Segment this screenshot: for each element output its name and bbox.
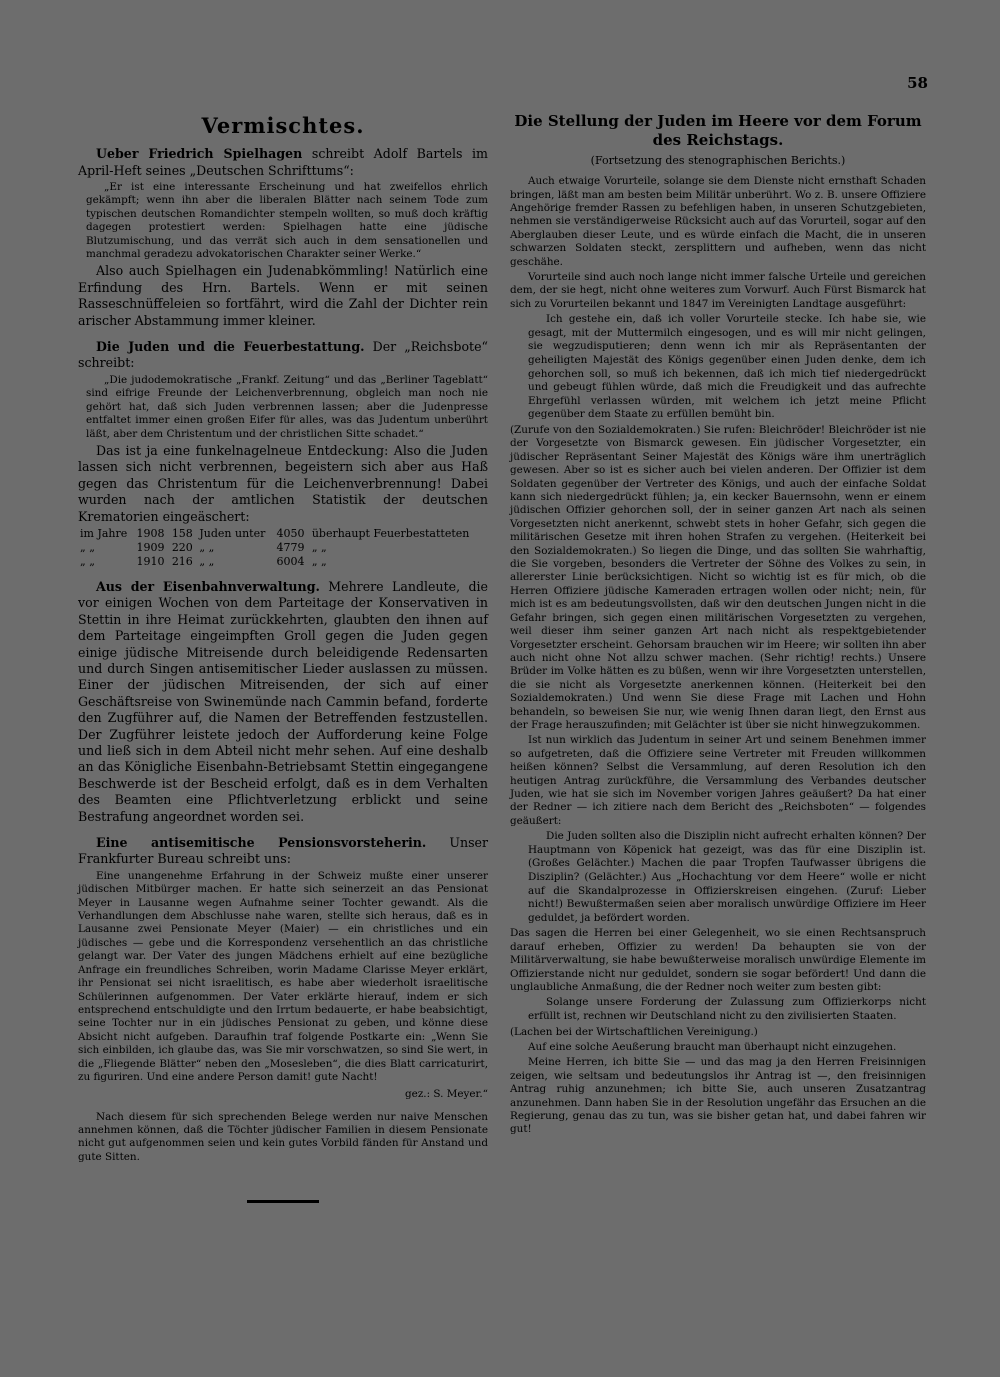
stats-cell-total: 4779 bbox=[276, 540, 305, 554]
spielhagen-comment: Also auch Spielhagen ein Judenabkömmling! Natürlich eine Erfindung des Hrn. Bartels. Wenn er mit seinen Rasseschnüffeleien so fortfährt, wird die Zahl der Dichter rein arischer Abstammung immer kleiner. bbox=[78, 263, 488, 328]
stats-row bbox=[78, 541, 488, 555]
pension-intro-rest: Unser Frankfurter Bureau schreibt uns: bbox=[78, 835, 489, 867]
article-subtitle: (Fortsetzung des stenographischen Berichts.) bbox=[590, 154, 846, 167]
paragraph: Auch etwaige Vorurteile, solange sie dem Dienste nicht ernsthaft Schaden bringen, läßt man am besten beim Militär unberührt. Wo z. B. unsere Offiziere Angehörige fremder Rassen zu befehligen haben, in unseren Schutzgebieten, nehmen sie verständigerweise Rücksicht auch auf das Vorurteil, sogar auf den Aberglauben dieser Leute, und es würde einfach die Macht, die in unseren schwarzen Soldaten steckt, zersplittern und aufheben, wenn das nicht geschähe. bbox=[510, 175, 926, 268]
stats-cell-mid: „ „ bbox=[199, 540, 215, 554]
bismarck-quote: Ich gestehe ein, daß ich voller Vorurteile stecke. Ich habe sie, wie gesagt, mit der Muttermilch eingesogen, und es will mir nicht gelingen, sie wegzudisputieren; denn wenn ich mir als Repräsentanten der geheiligten Majestät des Königs gegenüber einen Juden denke, dem ich gehorchen soll, so muß ich bekennen, daß ich mich tief niedergedrückt und gebeugt fühlen würde, daß mich die Freudigkeit und das aufrechte Ehrgefühl verlassen würden, mit welchem ich jetzt meine Pflicht gegenüber dem Staate zu erfüllen bemüht bin. bbox=[528, 313, 926, 421]
feuer-intro bbox=[78, 339, 488, 372]
paragraph: Ist nun wirklich das Judentum in seiner Art und seinem Benehmen immer so aufgetreten, daß die Offiziere seine Vertreter mit Freuden willkommen heißen können? Selbst die Versammlung, auf deren Resolution ich den heutigen Antrag zurückführe, die Versammlung des Verbandes deutscher Juden, wie hat sie sich im November vorigen Jahres geäußert? Da hat einer der Redner — ich zitiere nach dem Bericht des „Reichsboten“ — folgendes geäußert: bbox=[510, 734, 926, 827]
stats-cell-year: 1908 bbox=[136, 526, 165, 540]
stats-cell-post: „ „ bbox=[311, 540, 327, 554]
stats-cell-n: 220 bbox=[171, 540, 193, 554]
eisenbahn-head: Aus der Eisenbahnverwaltung. bbox=[96, 578, 320, 594]
article-title: Die Stellung der Juden im Heere vor dem Forum des Reichstags. bbox=[514, 112, 922, 149]
pension-intro bbox=[78, 835, 488, 868]
feuer-quote: „Die judodemokratische „Frankf. Zeitung“ und das „Berliner Tageblatt“ sind eifrige Freunde der Leichenverbrennung, obgleich man noch nie gehört hat, daß sich Juden verbrennen lassen; aber die Judenpresse entfaltet immer einen großen Eifer für alles, was das Judentum unberührt läßt, aber dem Christentum und der christlichen Sitte schadet.“ bbox=[86, 373, 488, 440]
pension-quote: Eine unangenehme Erfahrung in der Schweiz mußte einer unserer jüdischen Mitbürger machen. Er hatte sich seinerzeit an das Pensionat Meyer in Lausanne wegen Aufnahme seiner Tochter gewandt. Als die Verhandlungen dem Abschlusse nahe waren, stellte sich heraus, daß es in Lausanne zwei Pensionate Meyer (Maier) — ein christliches und ein jüdisches — gebe und die Korrespondenz versehentlich an das christliche gelangt war. Der Vater des jungen Mädchens erhielt auf eine bezügliche Anfrage ein freundliches Schreiben, worin Madame Clarisse Meyer erklärt, ihr Pensionat sei nicht israelitisch, es habe aber wiederholt israelitische Schülerinnen aufgenommen. Der Vater erklärte hierauf, indem er sich entsprechend entschuldigte und den Irrtum bedauerte, er habe beabsichtigt, seine Tochter nur in ein jüdisches Pensionat zu geben, und könne diese Absicht nicht aufgeben. Daraufhin traf folgende Postkarte ein: „Wenn Sie sich einbilden, ich glaube das, was Sie mir vorschwatzen, so sind Sie wert, in die „Fliegende Blätter“ neben den „Mosesleben“, die dies Blatt carricaturirt, zu figuriren. Und eine andere Person damit! gute Nacht! bbox=[78, 869, 488, 1083]
stats-cell-mid: Juden unter bbox=[199, 526, 266, 540]
eisenbahn-article bbox=[78, 579, 488, 825]
redner-quote: Die Juden sollten also die Disziplin nicht aufrecht erhalten können? Der Hauptmann von Köpenick hat gezeigt, was das für eine Disziplin ist. (Großes Gelächter.) Machen die paar Tropfen Taufwasser übrigens die Disziplin? (Gelächter.) Aus „Hochachtung vor dem Heere“ wolle er nicht auf die Skandalprozesse in Offizierskreisen eingehen. (Zuruf: Lieber nicht!) Bewußtermaßen seien aber moralisch unwürdige Offiziere im Heer geduldet, ja befördert worden. bbox=[528, 830, 926, 924]
spielhagen-quote: „Er ist eine interessante Erscheinung und hat zweifellos ehrlich gekämpft; wenn ihn aber die liberalen Blätter nach seinem Tode zum typischen deutschen Romandichter stempeln wollten, so muß doch kräftig dagegen protestiert werden: Spielhagen hatte eine jüdische Blutzumischung, und das verrät sich auch in dem sensationellen und manchmal geradezu advokatorischen Charakter seiner Werke.“ bbox=[86, 181, 488, 261]
paragraph: (Zurufe von den Sozialdemokraten.) Sie rufen: Bleichröder! Bleichröder ist nie der Vorgesetzte von Bismarck gewesen. Ein jüdischer Vorgesetzter, ein jüdischer Repräsentant Seiner Majestät des Königs wäre ihm unerträglich gewesen. Aber so ist es sicher auch bei vielen anderen. Der Offizier ist dem Soldaten gegenüber der Vertreter des Königs, und auch der einfache Soldat kann sich niedergedrückt fühlen; ja, ein kecker Bauernsohn, wenn er einem jüdischen Offizier gehorchen soll, der in seiner ganzen Art nach als seinen Vorgesetzten nicht anerkennt, schwebt stets in hoher Gefahr, sich gegen die militärischen Gesetze mit ihren hohen Strafen zu vergehen. (Heiterkeit bei den Sozialdemokraten.) So liegen die Dinge, und das sollten Sie wahrhaftig, die Sie vorgeben, besonders die Vertreter der Söhne des Volkes zu sein, in allererster Linie berücksichtigen. Nicht so wichtig ist es für mich, ob die Herren Offiziere jüdische Kameraden ertragen wollen oder nicht; nein, für mich ist es am bedeutungsvollsten, daß wir den deutschen Jungen nicht in die Gefahr bringen, sich gegen einen militärischen Vorgesetzten zu vergehen, weil dieser ihm seiner ganzen Art nach nicht als respektgebietender Vorgesetzter erscheint. Gehorsam brauchen wir im Heere; wir sollten ihn aber auch nicht ohne Not allzu schwer machen. (Sehr richtig! rechts.) Unsere Brüder im Volke hätten es zu büßen, wenn wir ihre Vorgesetzten unterstellen, die sie nicht als Vorgesetzte anerkennen können. (Heiterkeit bei den Sozialdemokraten.) Und wenn Sie diese Frage mit Lachen und Hohn behandeln, so beweisen Sie nur, wie wenig Ihnen daran liegt, den Ernst aus der Frage herauszufinden; mit Gelächter ist über sie nicht hinwegzukommen. bbox=[510, 424, 926, 731]
paragraph: Auf eine solche Aeußerung braucht man überhaupt nicht einzugehen. bbox=[528, 1040, 897, 1053]
feuer-intro-rest: Der „Reichsbote“ schreibt: bbox=[78, 339, 488, 371]
stats-cell-total: 4050 bbox=[276, 526, 305, 540]
stats-cell-pre: „ „ bbox=[80, 540, 95, 554]
stats-cell-post: „ „ bbox=[311, 554, 327, 568]
end-divider bbox=[247, 1200, 319, 1203]
pension-head: Eine antisemitische Pensionsvorsteherin. bbox=[96, 835, 427, 851]
pension-signature: gez.: S. Meyer.“ bbox=[405, 1088, 488, 1101]
stats-cell-total: 6004 bbox=[276, 554, 305, 568]
left-column bbox=[78, 112, 488, 1203]
stats-cell-n: 216 bbox=[171, 554, 193, 568]
paragraph: Vorurteile sind auch noch lange nicht immer falsche Urteile und gereichen dem, der sie hegt, nicht ohne weiteres zum Vorwurf. Auch Fürst Bismarck hat sich zu Vorurteilen bekannt und 1847 im Vereinigten Landtage ausgeführt: bbox=[510, 271, 926, 310]
stats-row bbox=[78, 527, 488, 541]
eisenbahn-text: Mehrere Landleute, die vor einigen Wochen von dem Parteitage der Konservativen in Stettin in ihre Heimat zurückkehrten, glaubten den ihnen auf dem Parteitage eingeimpften Groll gegen die Juden gegen einige jüdische Mitreisende durch beleidigende Redensarten und durch Singen antisemitischer Lieder auslassen zu müssen. Einer der jüdischen Mitreisenden, der sich auf einer Geschäftsreise von Swinemünde nach Cammin befand, forderte den Zugführer auf, die Namen der Betreffenden festzustellen. Der Zugführer leistete jedoch der Aufforderung keine Folge und ließ sich in dem Abteil nicht mehr sehen. Auf eine deshalb an das Königliche Eisenbahn-Betriebsamt Stettin eingegangene Beschwerde ist der Bescheid erfolgt, daß es in dem Verhalten des Beamten eine Pflichtverletzung erblickt und seine Bestrafung angeordnet worden sei. bbox=[78, 578, 488, 824]
stats-cell-pre: im Jahre bbox=[80, 526, 128, 540]
stats-cell-n: 158 bbox=[171, 526, 193, 540]
pension-comment: Nach diesem für sich sprechenden Belege werden nur naive Menschen annehmen können, daß die Töchter jüdischer Familien in diesem Pensionate nicht gut aufgenommen seien und kein gutes Vorbild fänden für Anstand und gute Sitten. bbox=[78, 1110, 488, 1163]
interjection: (Lachen bei der Wirtschaftlichen Vereinigung.) bbox=[510, 1025, 758, 1038]
section-title: Vermischtes. bbox=[201, 113, 365, 138]
stats-cell-pre: „ „ bbox=[80, 554, 95, 568]
cremation-stats-table bbox=[78, 527, 488, 569]
spielhagen-intro-rest: schreibt Adolf Bartels im April-Heft seines „Deutschen Schrifttums“: bbox=[78, 146, 488, 178]
page-number: 58 bbox=[907, 74, 928, 92]
stats-cell-mid: „ „ bbox=[199, 554, 215, 568]
stats-row bbox=[78, 555, 488, 569]
paragraph: Das sagen die Herren bei einer Gelegenheit, wo sie einen Rechtsanspruch darauf erheben, Offizier zu werden! Da behaupten sie von der Militärverwaltung, sie habe bewußterweise moralisch unwürdige Elemente im Offizierstande nicht nur geduldet, sondern sie sogar befördert! Und dann die unglaubliche Anmaßung, die der Redner noch weiter zum besten gibt: bbox=[510, 927, 926, 993]
spielhagen-head: Ueber Friedrich Spielhagen bbox=[96, 146, 303, 162]
stats-cell-post: überhaupt Feuerbestatteten bbox=[311, 526, 470, 540]
paragraph: Meine Herren, ich bitte Sie — und das mag ja den Herren Freisinnigen zeigen, wie seltsam und bedeutungslos ihr Antrag ist —, den freisinnigen Antrag ruhig anzunehmen; ich bitte Sie, auch unseren Zusatzantrag anzunehmen. Dann haben Sie in der Resolution ungefähr das Ersuchen an die Regierung, genau das zu tun, was sie bisher getan hat, und dabei fahren wir gut! bbox=[510, 1056, 926, 1136]
stats-cell-year: 1910 bbox=[136, 554, 165, 568]
right-column bbox=[510, 112, 926, 1139]
feuer-comment: Das ist ja eine funkelnagelneue Entdeckung: Also die Juden lassen sich nicht verbrennen, begeistern sich aber aus Haß gegen das Christentum für die Leichenverbrennung! Dabei wurden nach der amtlichen Statistik der deutschen Krematorien eingeäschert: bbox=[78, 442, 488, 524]
forderung-quote: Solange unsere Forderung der Zulassung zum Offizierkorps nicht erfüllt ist, rechnen wir Deutschland nicht zu den zivilisierten Staaten. bbox=[528, 996, 926, 1022]
stats-cell-year: 1909 bbox=[136, 540, 165, 554]
feuer-head: Die Juden und die Feuerbestattung. bbox=[96, 339, 365, 355]
spielhagen-intro bbox=[78, 146, 488, 179]
